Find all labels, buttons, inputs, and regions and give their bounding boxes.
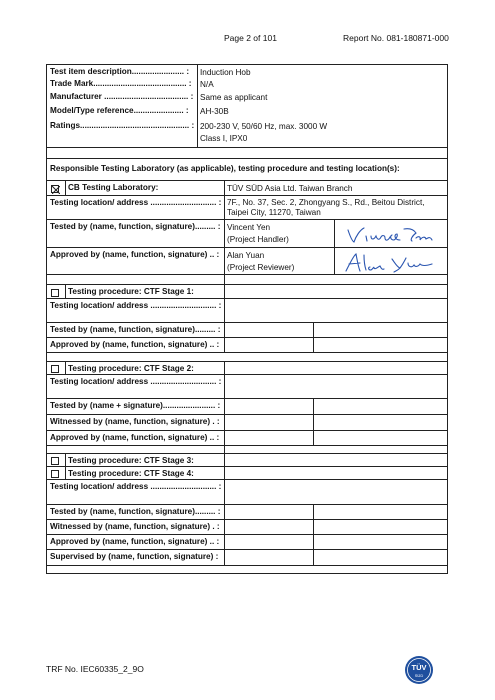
- field-label: Trade Mark......................................... :: [50, 79, 192, 88]
- stage1-approved-row: [47, 337, 447, 352]
- column-divider: [65, 361, 66, 374]
- tester-function: (Project Handler): [227, 235, 289, 244]
- stage4-title-row: [47, 466, 447, 479]
- stage4-title: Testing procedure: CTF Stage 4:: [68, 469, 194, 478]
- field-label: Test item description....................... :: [50, 67, 190, 76]
- divider: [47, 274, 447, 275]
- stage34-approved-row: [47, 534, 447, 549]
- field-label: Approved by (name, function, signature) .. :: [50, 340, 220, 349]
- stage2-approved-row: [47, 430, 447, 445]
- report-number: Report No. 081-180871-000: [343, 33, 449, 43]
- stage1-location-row: [47, 298, 447, 322]
- column-divider: [313, 504, 314, 565]
- checkbox-checked[interactable]: [51, 185, 59, 193]
- checkbox-unchecked[interactable]: [51, 457, 59, 465]
- field-label: Testing location/ address ............................. :: [50, 301, 222, 310]
- field-value: Same as applicant: [200, 93, 268, 102]
- lab-heading: Responsible Testing Laboratory (as applicable), testing procedure and testing location(s):: [50, 164, 400, 173]
- stage4-checkbox-cell[interactable]: [47, 467, 65, 479]
- ratings-line-1: 200-230 V, 50/60 Hz, max. 3000 W: [200, 122, 328, 131]
- stage2-witnessed-row: [47, 414, 447, 430]
- stage34-witnessed-row: [47, 519, 447, 534]
- field-label: Model/Type reference...................... :: [50, 106, 189, 115]
- checkbox-unchecked[interactable]: [51, 470, 59, 478]
- signature-alan-yuan: [340, 251, 440, 275]
- field-label: Manufacturer ..................................... :: [50, 92, 194, 101]
- logo-subtext: SÜD: [414, 673, 424, 678]
- field-label: Approved by (name, function, signature) .. :: [50, 250, 220, 259]
- stage2-title: Testing procedure: CTF Stage 2:: [68, 364, 194, 373]
- column-divider: [313, 398, 314, 445]
- field-label: Approved by (name, function, signature) .. :: [50, 537, 220, 546]
- stage3-checkbox-cell[interactable]: [47, 454, 65, 466]
- field-label: Witnessed by (name, function, signature) . :: [50, 522, 220, 531]
- field-value: N/A: [200, 80, 214, 89]
- field-label: Testing location/ address ............................. :: [50, 482, 222, 491]
- stage2-title-row: [47, 361, 447, 374]
- lab-approved-row: [47, 247, 447, 274]
- cb-lab-label: CB Testing Laboratory:: [68, 183, 159, 192]
- stage34-location-row: [47, 479, 447, 504]
- logo-text: TÜV: [411, 663, 427, 672]
- field-label: Testing location/ address ............................. :: [50, 377, 222, 386]
- stage3-title-row: [47, 453, 447, 466]
- tuv-sud-logo-icon: [404, 655, 434, 685]
- field-label: Tested by (name, function, signature)......... :: [50, 325, 221, 334]
- field-label: Approved by (name, function, signature) .. :: [50, 433, 220, 442]
- field-label: Testing location/ address ............................. :: [50, 198, 222, 207]
- column-divider: [65, 284, 66, 298]
- cb-lab-checkbox-cell[interactable]: [47, 181, 65, 195]
- column-divider: [313, 322, 314, 352]
- column-divider: [65, 180, 66, 195]
- field-value: AH-30B: [200, 107, 229, 116]
- stage1-title: Testing procedure: CTF Stage 1:: [68, 287, 194, 296]
- approver-function: (Project Reviewer): [227, 263, 295, 272]
- ratings-value: [197, 119, 447, 147]
- product-row-model: [47, 104, 447, 116]
- lab-location-row: [47, 195, 447, 219]
- divider: [47, 147, 447, 148]
- field-label: Tested by (name, function, signature)......... :: [50, 507, 221, 516]
- stage34-tested-row: [47, 504, 447, 519]
- product-row-description: [47, 64, 447, 76]
- product-row-trademark: [47, 77, 447, 89]
- product-row-ratings: [47, 119, 447, 147]
- report-form: [46, 64, 448, 574]
- tester-name: Vincent Yen: [227, 223, 271, 232]
- stage2-checkbox-cell[interactable]: [47, 362, 65, 374]
- signature-vincent-yen: [344, 224, 439, 246]
- stage2-location-row: [47, 374, 447, 398]
- lab-heading-row: [47, 158, 447, 178]
- trf-number: TRF No. IEC60335_2_9O: [46, 664, 144, 674]
- checkbox-unchecked[interactable]: [51, 289, 59, 297]
- ratings-line-2: Class I, IPX0: [200, 134, 248, 143]
- field-label: Tested by (name, function, signature)......... :: [50, 222, 221, 231]
- field-label: Supervised by (name, function, signature) :: [50, 552, 219, 561]
- stage2-tested-row: [47, 398, 447, 414]
- field-label: Tested by (name + signature)....................... :: [50, 401, 221, 410]
- divider: [47, 445, 447, 446]
- lab-location-value: 7F., No. 37, Sec. 2, Zhongyang S., Rd., Beitou District, Taipei City, 11270, Taiwan: [227, 198, 425, 217]
- stage34-supervised-row: [47, 549, 447, 565]
- cb-lab-value: TÜV SÜD Asia Ltd. Taiwan Branch: [227, 184, 353, 193]
- column-divider: [197, 64, 198, 147]
- page-header: [0, 33, 495, 45]
- field-label: Witnessed by (name, function, signature) . :: [50, 417, 220, 426]
- page-number: Page 2 of 101: [224, 33, 277, 43]
- field-value: Induction Hob: [200, 68, 251, 76]
- stage1-title-row: [47, 284, 447, 298]
- stage1-checkbox-cell[interactable]: [47, 285, 65, 298]
- cb-lab-row: [47, 180, 447, 195]
- lab-tested-row: [47, 219, 447, 247]
- stage3-title: Testing procedure: CTF Stage 3:: [68, 456, 194, 465]
- tested-by-value: [224, 220, 334, 247]
- approver-name: Alan Yuan: [227, 251, 265, 260]
- field-label: Ratings................................................ :: [50, 121, 195, 130]
- product-row-manufacturer: [47, 90, 447, 102]
- column-divider: [65, 453, 66, 479]
- checkbox-unchecked[interactable]: [51, 365, 59, 373]
- divider: [47, 565, 447, 566]
- divider: [47, 352, 447, 353]
- stage1-tested-row: [47, 322, 447, 337]
- approved-by-value: [224, 248, 334, 274]
